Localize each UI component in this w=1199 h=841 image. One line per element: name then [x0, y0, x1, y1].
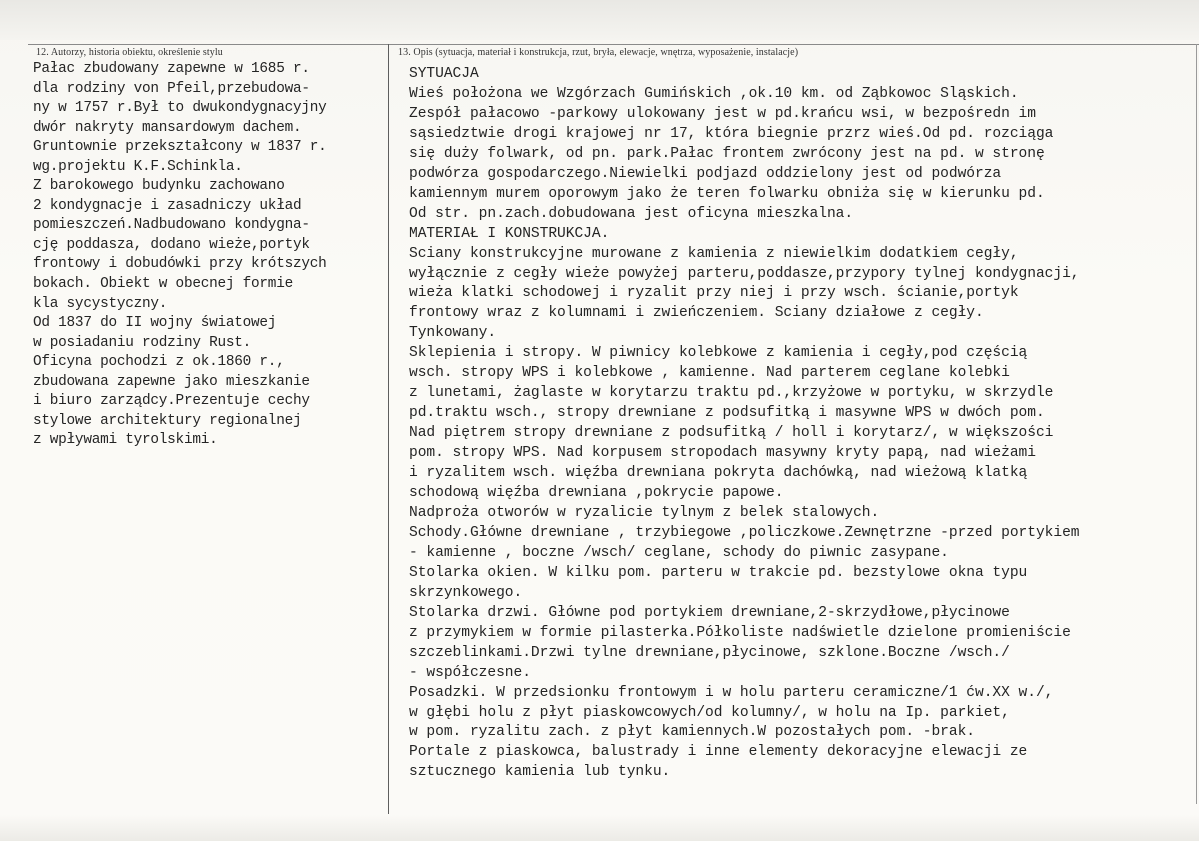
description-text-line: MATERIAŁ I KONSTRUKCJA. — [409, 225, 610, 242]
description-text-line: podwórza gospodarczego.Niewielki podjazd oddzielony jest od podwórza — [409, 165, 1002, 182]
description-text-line: SYTUACJA — [409, 66, 479, 82]
description-text-line: wieża klatki schodowej i ryzalit przy niej i przy wsch. ścianie,portyk — [409, 285, 1019, 302]
history-text-line: Pałac zbudowany zapewne w 1685 r. — [33, 61, 310, 77]
description-text-line: frontowy wraz z kolumnami i zwieńczeniem. Sciany działowe z cegły. — [409, 305, 984, 322]
history-text-line: Gruntownie przekształcony w 1837 r. — [33, 139, 327, 156]
history-text-line: zbudowana zapewne jako mieszkanie — [33, 373, 310, 390]
history-text-line: stylowe architektury regionalnej — [33, 412, 302, 429]
history-text-line: Od 1837 do II wojny światowej — [33, 315, 277, 332]
description-text-line: Stolarka drzwi. Główne pod portykiem drewniane,2-skrzydłowe,płycinowe — [409, 604, 1010, 621]
description-text-line: Od str. pn.zach.dobudowana jest oficyna mieszkalna. — [409, 205, 854, 222]
form-top-rule — [28, 44, 1199, 45]
description-text-line: Wieś położona we Wzgórzach Gumińskich ,ok.10 km. od Ząbkowoc Sląskich. — [409, 85, 1019, 102]
description-text-line: w głębi holu z płyt piaskowcowych/od kolumny/, w holu na Ip. parkiet, — [409, 704, 1010, 721]
history-text-line: Z barokowego budynku zachowano — [33, 178, 285, 195]
description-text-line: Schody.Główne drewniane , trzybiegowe ,policzkowe.Zewnętrzne -przed portykiem — [409, 524, 1080, 541]
description-text-column — [409, 65, 1080, 783]
description-text-line: Zespół pałacowo -parkowy ulokowany jest w pd.krańcu wsi, w bezpośredn im — [409, 105, 1036, 122]
column-divider — [388, 44, 389, 814]
description-text-line: Posadzki. W przedsionku frontowym i w holu parteru ceramiczne/1 ćw.XX w./, — [409, 684, 1054, 701]
description-text-line: Nad piętrem stropy drewniane z podsufitką / holl i korytarz/, w większości — [409, 425, 1054, 442]
description-text-line: pd.traktu wsch., stropy drewniane z podsufitką i masywne WPS w dwóch pom. — [409, 405, 1045, 422]
history-text-line: i biuro zarządcy.Prezentuje cechy — [33, 393, 310, 410]
scan-bottom-shadow — [0, 815, 1199, 841]
description-text-line: Stolarka okien. W kilku pom. parteru w trakcie pd. bezstylowe okna typu — [409, 564, 1028, 581]
history-text-line: z wpływami tyrolskimi. — [33, 432, 218, 449]
description-text-line: Portale z piaskowca, balustrady i inne elementy dekoracyjne elewacji ze — [409, 744, 1028, 761]
description-text-line: sztucznego kamienia lub tynku. — [409, 764, 671, 781]
description-text-line: Sklepienia i stropy. W piwnicy kolebkowe z kamienia i cegły,pod częścią — [409, 345, 1028, 362]
description-text-line: - współczesne. — [409, 664, 531, 681]
right-border-rule — [1196, 44, 1197, 804]
description-text-line: wsch. stropy WPS i kolebkowe , kamienne. Nad parterem ceglane kolebki — [409, 365, 1010, 382]
description-text-line: pom. stropy WPS. Nad korpusem stropodach masywny kryty papą, nad wieżami — [409, 445, 1036, 462]
description-text-line: z przymykiem w formie pilasterka.Półkoliste nadświetle dzielone promieniście — [409, 624, 1071, 641]
description-text-line: i ryzalitem wsch. więźba drewniana pokryta dachówką, nad wieżową klatką — [409, 465, 1028, 482]
history-text-line: dla rodziny von Pfeil,przebudowa- — [33, 80, 310, 97]
history-text-column — [33, 60, 327, 451]
history-text-line: pomieszczeń.Nadbudowano kondygna- — [33, 217, 310, 234]
history-text-line: cję poddasza, dodano wieże,portyk — [33, 236, 310, 253]
history-text-line: ny w 1757 r.Był to dwukondygnacyjny — [33, 100, 327, 117]
history-text-line: frontowy i dobudówki przy krótszych — [33, 256, 327, 273]
description-text-line: się duży folwark, od pn. park.Pałac frontem zwrócony jest na pd. w stronę — [409, 145, 1045, 162]
field-12-header: 12. Autorzy, historia obiektu, określenie stylu — [36, 47, 223, 58]
description-text-line: Sciany konstrukcyjne murowane z kamienia z niewielkim dodatkiem cegły, — [409, 245, 1019, 262]
description-text-line: wyłącznie z cegły wieże powyżej parteru,poddasze,przypory tylnej kondygnacji, — [409, 265, 1080, 282]
history-text-line: wg.projektu K.F.Schinkla. — [33, 158, 243, 175]
history-text-line: w posiadaniu rodziny Rust. — [33, 334, 252, 351]
history-text-line: kla sycystyczny. — [33, 295, 168, 312]
description-text-line: Tynkowany. — [409, 325, 497, 342]
description-text-line: kamiennym murem oporowym jako że teren folwarku obniża się w kierunku pd. — [409, 185, 1045, 202]
description-text-line: z lunetami, żaglaste w korytarzu traktu pd.,krzyżowe w portyku, w skrzydle — [409, 385, 1054, 402]
description-text-line: sąsiedztwie drogi krajowej nr 17, która biegnie przrz wieś.Od pd. rozciąga — [409, 125, 1054, 142]
description-text-line: szczeblinkami.Drzwi tylne drewniane,płycinowe, szklone.Boczne /wsch./ — [409, 644, 1010, 661]
history-text-line: 2 kondygnacje i zasadniczy układ — [33, 197, 302, 214]
description-text-line: w pom. ryzalitu zach. z płyt kamiennych.W pozostałych pom. -brak. — [409, 724, 975, 741]
description-text-line: Nadproża otworów w ryzalicie tylnym z belek stalowych. — [409, 504, 880, 521]
history-text-line: dwór nakryty mansardowym dachem. — [33, 119, 302, 136]
field-13-header: 13. Opis (sytuacja, materiał i konstrukcja, rzut, bryła, elewacje, wnętrza, wyposażenie, instalacje) — [398, 47, 799, 58]
description-text-line: schodową więźba drewniana ,pokrycie papowe. — [409, 485, 784, 502]
history-text-line: bokach. Obiekt w obecnej formie — [33, 276, 293, 293]
description-text-line: skrzynkowego. — [409, 584, 523, 601]
scan-top-band — [0, 0, 1199, 40]
description-text-line: - kamienne , boczne /wsch/ ceglane, schody do piwnic zasypane. — [409, 544, 949, 561]
history-text-line: Oficyna pochodzi z ok.1860 r., — [33, 354, 285, 371]
